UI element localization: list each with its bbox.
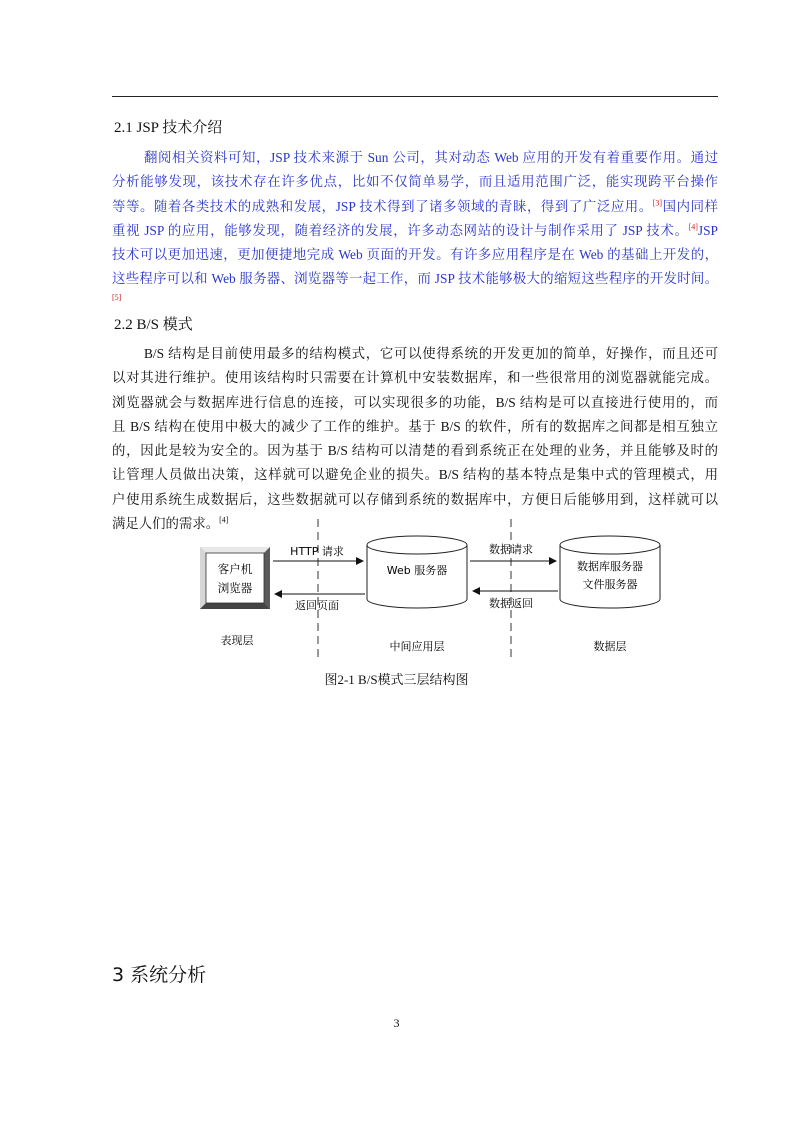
citation: [5]: [112, 292, 122, 302]
middle-layer-label: 中间应用层: [389, 640, 445, 653]
para-line: 以对其进行维护。使用该结构时只需要在计算机中安装数据库，和一些很常用的浏览器就能完成。: [112, 370, 718, 386]
para-line: B/S 结构是目前使用最多的结构模式，它可以使得系统的开发更加的简单，好操作，而且还可: [144, 346, 718, 361]
data-return-label: 数据返回: [489, 597, 533, 610]
para-line: 这些程序可以和 Web 服务器、浏览器等一起工作，而 JSP 技术能够极大的缩短这些程序的开发时间。: [112, 271, 718, 287]
para-line: 的，因此是较为安全的。因为基于 B/S 结构可以清楚的看到系统正在处理的业务，并且能够及时的: [112, 443, 718, 459]
http-request-label: HTTP 请求: [290, 545, 344, 558]
section-2-2-paragraph: [112, 342, 718, 536]
client-browser-box: [200, 547, 270, 609]
web-server-label: Web 服务器: [386, 564, 448, 577]
page-number: 3: [393, 1016, 400, 1030]
return-page-label: 返回页面: [295, 599, 339, 612]
para-line: 且 B/S 结构在使用中极大的减少了工作的维护。基于 B/S 的软件，所有的数据库之间都是相互独立: [112, 418, 718, 434]
client-label: 客户机: [217, 562, 253, 576]
browser-label: 浏览器: [217, 581, 253, 595]
citation: [4]: [688, 222, 698, 232]
file-server-label: 文件服务器: [582, 578, 638, 591]
data-request-label: 数据请求: [489, 543, 533, 556]
section-heading-2-2: 2.2 B/S 模式: [114, 317, 193, 333]
para-line: 让管理人员做出决策，这样就可以避免企业的损失。B/S 结构的基本特点是集中式的管理模式，用: [112, 467, 718, 483]
presentation-layer-label: 表现层: [220, 634, 254, 647]
para-line: 满足人们的需求。[4]: [112, 515, 229, 532]
section-heading-2-1: 2.1 JSP 技术介绍: [114, 120, 223, 136]
para-line: 重视 JSP 的应用，能够发现，随着经济的发展，许多动态网站的设计与制作采用了 JSP 技术。[4]JSP: [112, 222, 718, 238]
para-line: 等等。随着各类技术的成熟和发展，JSP 技术得到了诸多领域的青睐，得到了广泛应用。[3]国内同样: [112, 198, 719, 214]
para-line: 浏览器就会与数据库进行信息的连接，可以实现很多的功能，B/S 结构是可以直接进行使用的，而: [112, 394, 718, 410]
section-2-1-paragraph: [112, 146, 718, 304]
chapter-heading-3: 3 系统分析: [112, 964, 207, 986]
db-server-label: 数据库服务器: [577, 560, 643, 573]
citation: [4]: [219, 515, 229, 525]
para-line: 翻阅相关资料可知，JSP 技术来源于 Sun 公司，其对动态 Web 应用的开发有着重要作用。通过: [144, 150, 718, 165]
para-line: 技术可以更加迅速，更加便捷地完成 Web 页面的开发。有许多应用程序是在 Web 的基础上开发的，: [112, 247, 718, 263]
para-line: 户使用系统生成数据后，这些数据就可以存储到系统的数据库中，方便日后能够用到，这样就可以: [112, 491, 718, 507]
database-cylinder: [560, 536, 660, 608]
citation: [3]: [652, 198, 663, 208]
data-layer-label: 数据层: [593, 640, 627, 653]
para-line: 分析能够发现，该技术存在许多优点，比如不仅简单易学，而且适用范围广泛，能实现跨平台操作: [112, 174, 718, 190]
web-server-cylinder: [367, 536, 467, 608]
bs-architecture-diagram: [195, 515, 665, 663]
figure-caption: 图2-1 B/S模式三层结构图: [324, 672, 469, 687]
header-rule: [112, 96, 718, 97]
